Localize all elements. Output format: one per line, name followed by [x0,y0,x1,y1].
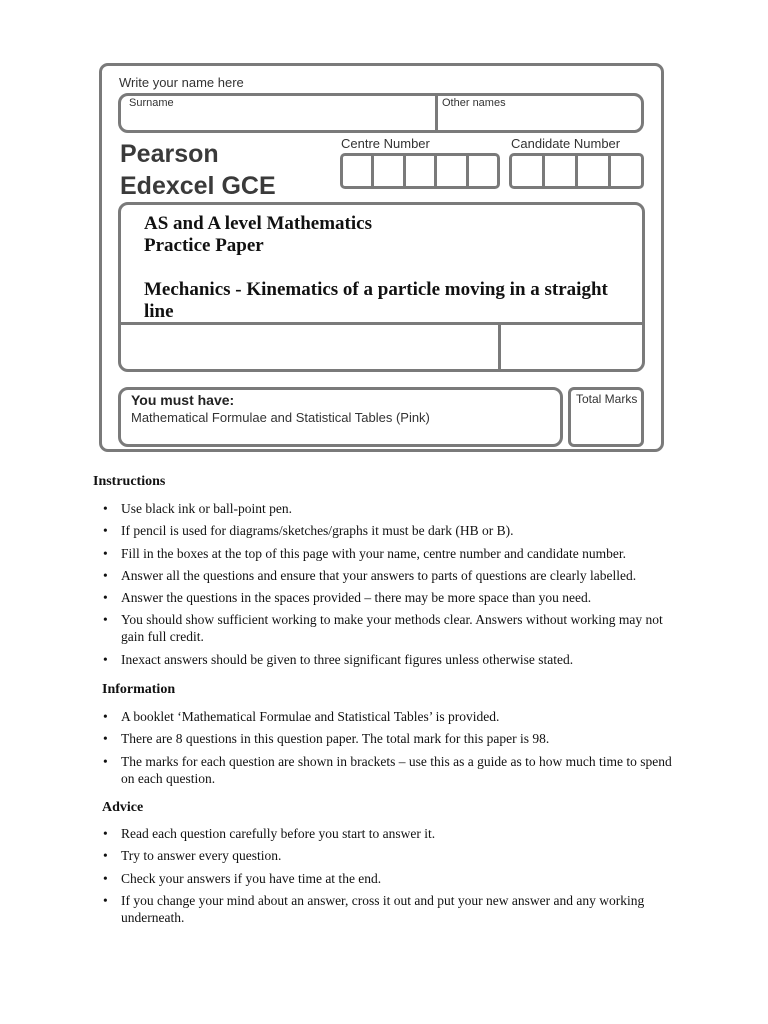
list-item: • Use black ink or ball-point pen. [100,500,680,517]
instructions-heading: Instructions [93,474,166,489]
candidate-number-label: Candidate Number [511,136,621,151]
must-have-item: Mathematical Formulae and Statistical Tables (Pink) [131,410,430,425]
centre-digit-box [469,156,497,186]
paper-title-line: Practice Paper [144,235,264,256]
list-item: • Answer the questions in the spaces provided – there may be more space than you need. [100,589,680,606]
title-box-divider [121,322,642,325]
paper-subtitle: Mechanics - Kinematics of a particle moving in a straight line [144,279,608,322]
paper-title-box [118,202,645,372]
list-item: • Read each question carefully before you start to answer it. [100,825,680,842]
list-item: • Fill in the boxes at the top of this page with your name, centre number and candidate number. [100,545,680,562]
list-item: • If you change your mind about an answer, cross it out and put your new answer and any working underneath. [100,892,680,926]
information-list [100,708,680,792]
name-divider [435,96,438,130]
candidate-digit-box [611,156,641,186]
centre-digit-box [374,156,405,186]
information-heading: Information [102,682,176,697]
brand-logo [120,138,276,202]
advice-heading: Advice [102,800,144,815]
centre-number-label: Centre Number [341,136,430,151]
list-item: • The marks for each question are shown in brackets – use this as a guide as to how much time to spend on each question. [100,753,680,787]
centre-digit-box [437,156,468,186]
name-box [118,93,644,133]
paper-title [144,213,372,257]
list-item: • A booklet ‘Mathematical Formulae and Statistical Tables’ is provided. [100,708,680,725]
list-item: • Inexact answers should be given to three significant figures unless otherwise stated. [100,651,680,668]
brand-line-pearson: Pearson [120,140,219,168]
write-name-label: Write your name here [119,75,244,90]
centre-digit-box [406,156,437,186]
centre-number-boxes [340,153,500,189]
candidate-digit-box [512,156,545,186]
centre-digit-box [343,156,374,186]
surname-label: Surname [129,97,174,109]
advice-list [100,825,680,931]
list-item: • If pencil is used for diagrams/sketches/graphs it must be dark (HB or B). [100,522,680,539]
title-box-vertical-divider [498,322,501,372]
must-have-box [118,387,563,447]
brand-line-edexcel: Edexcel GCE [120,172,276,200]
list-item: • Try to answer every question. [100,847,680,864]
list-item: • You should show sufficient working to make your methods clear. Answers without working may not gain full credit. [100,611,680,645]
list-item: • Check your answers if you have time at the end. [100,870,680,887]
candidate-digit-box [578,156,611,186]
list-item: • Answer all the questions and ensure that your answers to parts of questions are clearly labelled. [100,567,680,584]
cover-sheet [99,63,664,452]
total-marks-box [568,387,644,447]
candidate-digit-box [545,156,578,186]
paper-title-line: AS and A level Mathematics [144,213,372,234]
candidate-number-boxes [509,153,644,189]
total-marks-label: Total Marks [576,392,638,406]
other-names-label: Other names [442,97,506,109]
must-have-title: You must have: [131,392,235,408]
instructions-list [100,500,680,673]
list-item: • There are 8 questions in this question paper. The total mark for this paper is 98. [100,730,680,747]
